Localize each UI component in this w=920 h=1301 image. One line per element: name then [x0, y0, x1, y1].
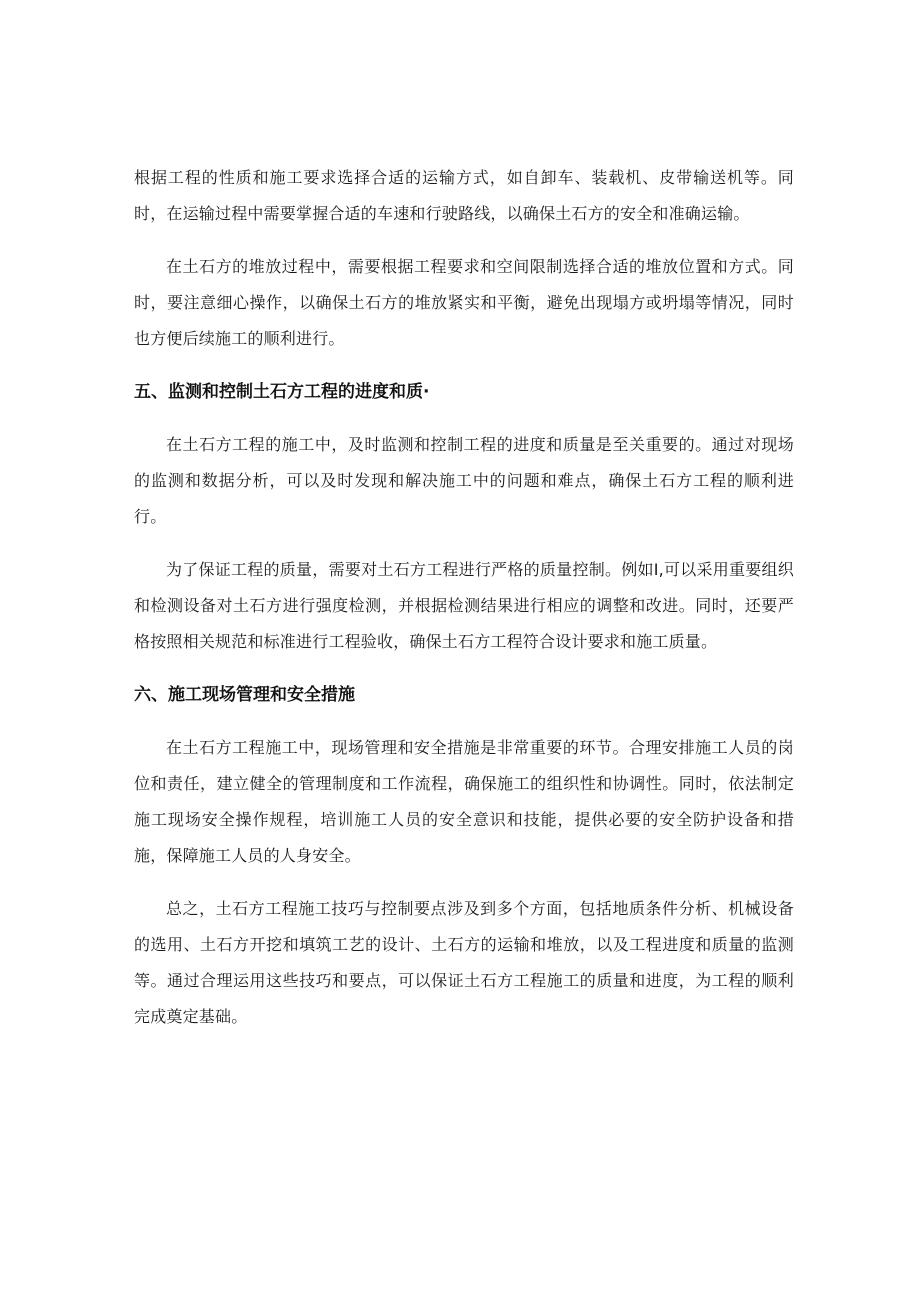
paragraph-gap: [134, 357, 794, 374]
paragraph-gap: [134, 232, 794, 249]
paragraph-gap: [134, 410, 794, 427]
paragraph-gap: [134, 535, 794, 552]
paragraph-site-safety: 在土石方工程施工中，现场管理和安全措施是非常重要的环节。合理安排施工人员的岗位和责任，建立健全的管理制度和工作流程，确保施工的组织性和协调性。同时，依法制定施工现场安全操作规程，培训施工人员的安全意识和技能，提供必要的安全防护设备和措施，保障施工人员的人身安全。: [134, 738, 794, 865]
paragraph-summary: 总之，土石方工程施工技巧与控制要点涉及到多个方面，包括地质条件分析、机械设备的选用、土石方开挖和填筑工艺的设计、土石方的运输和堆放，以及工程进度和质量的监测等。通过合理运用这些技巧和要点，可以保证土石方工程施工的质量和进度，为工程的顺利完成奠定基础。: [134, 899, 794, 1026]
section-heading-monitoring: 五、监测和控制土石方工程的进度和质·: [134, 382, 430, 402]
paragraph-stockpiling: 在土石方的堆放过程中，需要根据工程要求和空间限制选择合适的堆放位置和方式。同时，要注意细心操作，以确保土石方的堆放紧实和平衡，避免出现塌方或坍塌等情况，同时也方便后续施工的顺利进行。: [134, 257, 794, 348]
section-heading-site-management: 六、施工现场管理和安全措施: [134, 685, 355, 705]
document-body: [134, 160, 794, 1035]
paragraph-monitoring-progress: 在土石方工程的施工中，及时监测和控制工程的进度和质量是至关重要的。通过对现场的监测和数据分析，可以及时发现和解决施工中的问题和难点，确保土石方工程的顺利进行。: [134, 435, 794, 526]
paragraph-gap: [134, 660, 794, 677]
paragraph-gap: [134, 874, 794, 891]
paragraph-transport-method: 根据工程的性质和施工要求选择合适的运输方式，如自卸车、装载机、皮带输送机等。同时，在运输过程中需要掌握合适的车速和行驶路线，以确保土石方的安全和准确运输。: [134, 168, 794, 223]
paragraph-quality-control: 为了保证工程的质量，需要对土石方工程进行严格的质量控制。例如I,可以采用重要组织和检测设备对土石方进行强度检测，并根据检测结果进行相应的调整和改进。同时，还要严格按照相关规范和标准进行工程验收，确保土石方工程符合设计要求和施工质量。: [134, 560, 794, 651]
paragraph-gap: [134, 713, 794, 730]
